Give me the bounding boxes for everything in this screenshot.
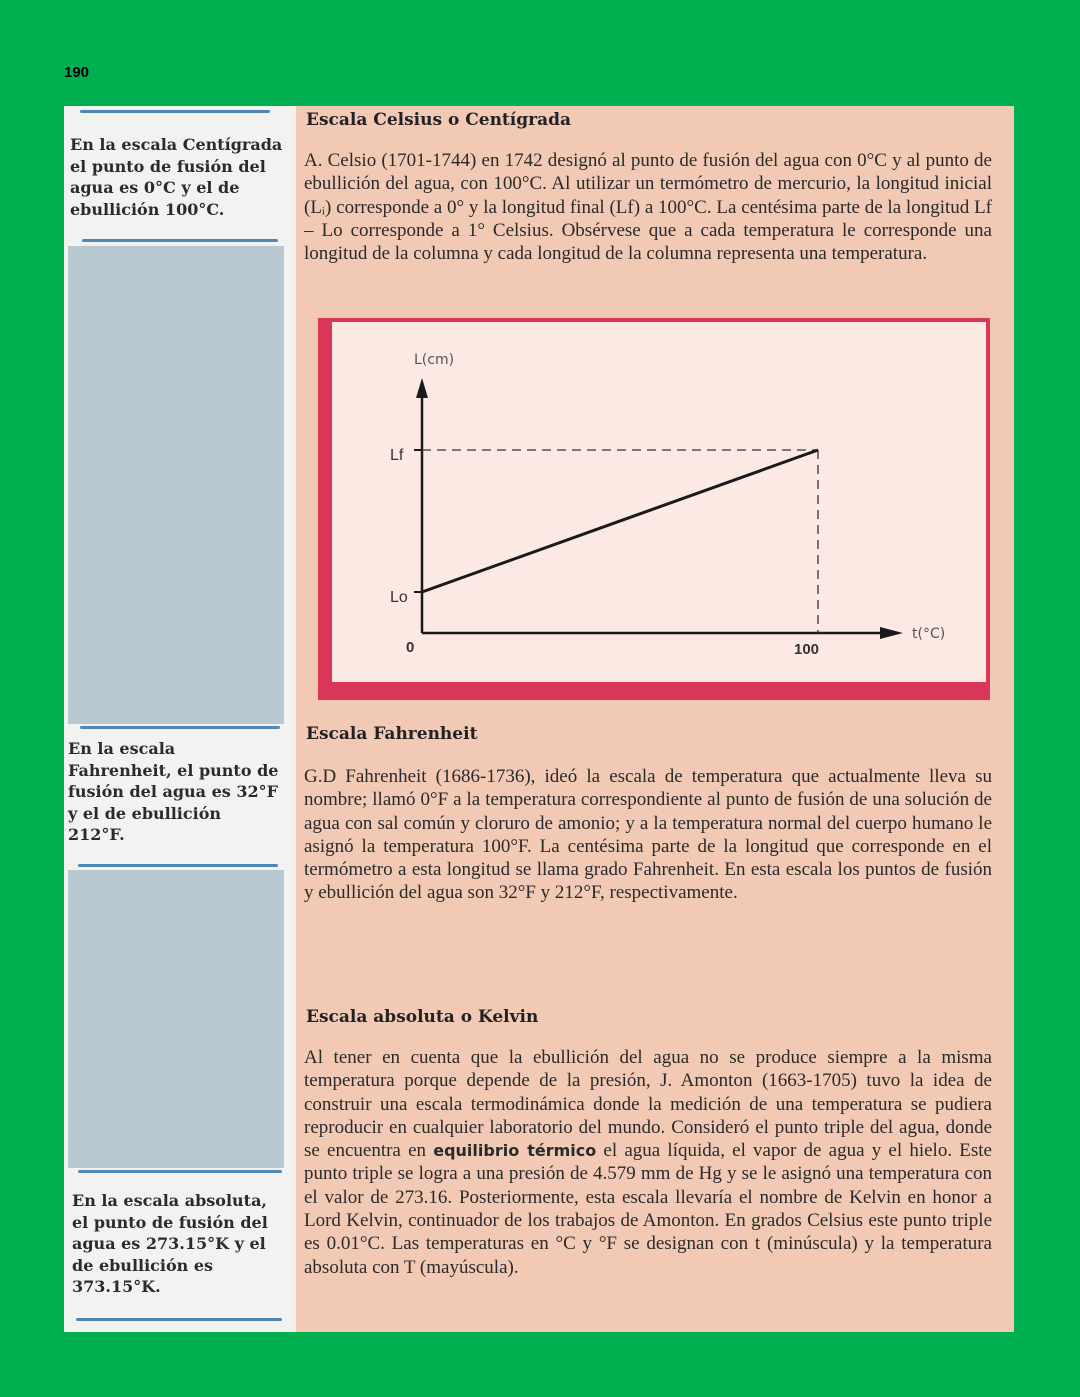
y-tick-label: Lf [390, 447, 404, 464]
paragraph-fahrenheit: G.D Fahrenheit (1686-1736), ideó la escala de temperatura que actualmente lleva su nombre; llamó 0°F a la temperatura correspondiente al punto de fusión de una solución de agua con sal común y cloruro de amonio; y a la temperatura normal del cuerpo humano le asignó la temperatura 100°F. La centésima parte de la longitud que corresponde en el termómetro a esta longitud se llama grado Fahrenheit. En esta escala los puntos de fusión y ebullición del agua son 32°F y 212°F, respectivamente. [304, 766, 992, 904]
kelvin-bold-term: equilibrio térmico [433, 1141, 597, 1161]
sidebar-rule [76, 1318, 282, 1321]
x-tick-label: 100 [794, 641, 820, 658]
sidebar-rule [82, 239, 278, 242]
y-tick-label: Lo [390, 589, 408, 606]
sidebar-rule [80, 726, 280, 729]
heading-kelvin: Escala absoluta o Kelvin [306, 1007, 539, 1027]
sidebar-panel [68, 246, 284, 724]
book-page [64, 106, 1014, 1332]
x-axis-label: t(°C) [912, 626, 946, 642]
heading-fahrenheit: Escala Fahrenheit [306, 724, 478, 744]
chart-panel [332, 322, 986, 682]
paragraph-celsius: A. Celsio (1701-1744) en 1742 designó al punto de fusión del agua con 0°C y al punto de ebullición del agua, con 100°C. Al utilizar un termómetro de mercurio, la longitud inicial (Lᵢ) corresponde a 0° y la longitud final (Lf) a 100°C. La centésima parte de la longitud Lf – Lo corresponde a 1° Celsius. Obsérvese que a cada temperatura le corresponde una longitud de la columna y cada longitud de la columna representa una temperatura. [304, 150, 992, 265]
page-number: 190 [64, 64, 90, 81]
y-axis-label: L(cm) [414, 352, 455, 368]
sidebar-panel [68, 870, 284, 1168]
kelvin-text-part2: el agua líquida, el vapor de agua y el hielo. Este punto triple se logra a una presión de 4.579 mm de Hg y se le asignó una temperatura con el valor de 273.16. Posteriormente, esta escala llevaría el nombre de Kelvin en honor a Lord Kelvin, continuador de los trabajos de Amonton. En grados Celsius este punto triple es 0.01°C. Las temperaturas en °C y °F se designan con t (minúscula) y la temperatura absoluta con T (mayúscula). [304, 1140, 992, 1278]
figure-celsius-graph [318, 318, 990, 700]
sidebar-rule [78, 864, 278, 867]
x-tick-label: 0 [406, 639, 415, 656]
kelvin-text-part1: Al tener en cuenta que la ebullición del agua no se produce siempre a la misma temperatura porque depende de la presión, J. Amonton (1663-1705) tuvo la idea de construir una escala termodinámica donde la medición de una temperatura se pudiera reproducir en cualquier laboratorio del mundo. Consideró el punto triple del agua, donde se encuentra en [304, 1047, 992, 1162]
main-column [296, 106, 1014, 1332]
sidebar [64, 106, 292, 1332]
note-celsius: En la escala Centígrada el punto de fusión del agua es 0°C y el de ebullición 100°C. [70, 135, 283, 219]
note-fahrenheit: En la escala Fahrenheit, el punto de fusión del agua es 32°F y el de ebullición 212°F. [68, 739, 279, 844]
paragraph-kelvin [304, 1046, 992, 1279]
sidebar-rule [78, 1170, 282, 1173]
note-kelvin: En la escala absoluta, el punto de fusión del agua es 273.15°K y el de ebullición es 373.15°K. [72, 1191, 268, 1296]
heading-celsius: Escala Celsius o Centígrada [306, 110, 572, 130]
chart-svg [318, 318, 990, 700]
sidebar-rule [80, 110, 270, 113]
